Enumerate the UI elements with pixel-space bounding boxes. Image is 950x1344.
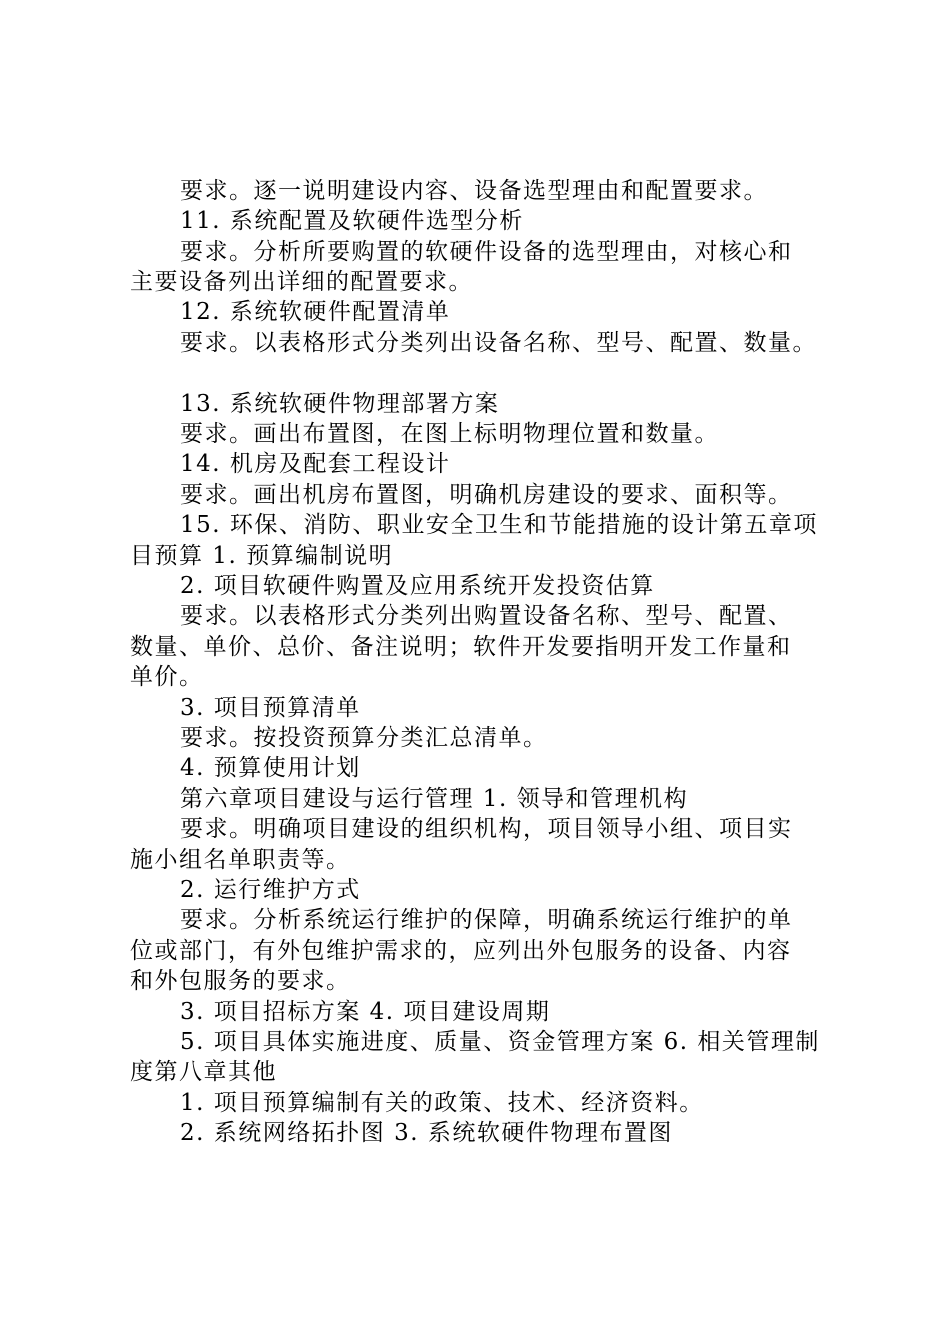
text-line: 要求。以表格形式分类列出购置设备名称、型号、配置、	[180, 603, 793, 629]
text-line: 2. 运行维护方式	[180, 877, 361, 903]
text-line: 位或部门，有外包维护需求的，应列出外包服务的设备、内容	[130, 938, 792, 964]
text-line: 13. 系统软硬件物理部署方案	[180, 391, 500, 417]
text-line: 12. 系统软硬件配置清单	[180, 299, 451, 325]
text-line: 单价。	[130, 664, 204, 690]
text-line: 和外包服务的要求。	[130, 968, 351, 994]
text-line: 要求。以表格形式分类列出设备名称、型号、配置、数量。	[180, 330, 817, 356]
text-line: 要求。画出机房布置图，明确机房建设的要求、面积等。	[180, 482, 793, 508]
text-line: 15. 环保、消防、职业安全卫生和节能措施的设计第五章项	[180, 512, 818, 538]
text-line: 目预算 1. 预算编制说明	[130, 543, 394, 569]
text-line: 5. 项目具体实施进度、质量、资金管理方案 6. 相关管理制	[180, 1029, 820, 1055]
text-line: 要求。分析所要购置的软硬件设备的选型理由，对核心和	[180, 239, 793, 265]
text-line: 要求。按投资预算分类汇总清单。	[180, 725, 548, 751]
text-line: 2. 系统网络拓扑图 3. 系统软硬件物理布置图	[180, 1120, 673, 1146]
text-line: 度第八章其他	[130, 1059, 277, 1085]
text-line: 3. 项目招标方案 4. 项目建设周期	[180, 999, 551, 1025]
text-line: 2. 项目软硬件购置及应用系统开发投资估算	[180, 573, 655, 599]
text-line: 要求。逐一说明建设内容、设备选型理由和配置要求。	[180, 178, 768, 204]
text-line: 1. 项目预算编制有关的政策、技术、经济资料。	[180, 1090, 704, 1116]
text-line: 11. 系统配置及软硬件选型分析	[180, 208, 524, 234]
text-line: 第六章项目建设与运行管理 1. 领导和管理机构	[180, 786, 689, 812]
text-line: 施小组名单职责等。	[130, 847, 351, 873]
text-line: 主要设备列出详细的配置要求。	[130, 269, 473, 295]
text-line: 14. 机房及配套工程设计	[180, 451, 451, 477]
text-line: 要求。明确项目建设的组织机构，项目领导小组、项目实	[180, 816, 793, 842]
text-line: 数量、单价、总价、备注说明；软件开发要指明开发工作量和	[130, 634, 792, 660]
text-line: 要求。画出布置图，在图上标明物理位置和数量。	[180, 421, 719, 447]
text-line: 要求。分析系统运行维护的保障，明确系统运行维护的单	[180, 907, 793, 933]
text-line: 3. 项目预算清单	[180, 695, 361, 721]
text-line: 4. 预算使用计划	[180, 755, 361, 781]
